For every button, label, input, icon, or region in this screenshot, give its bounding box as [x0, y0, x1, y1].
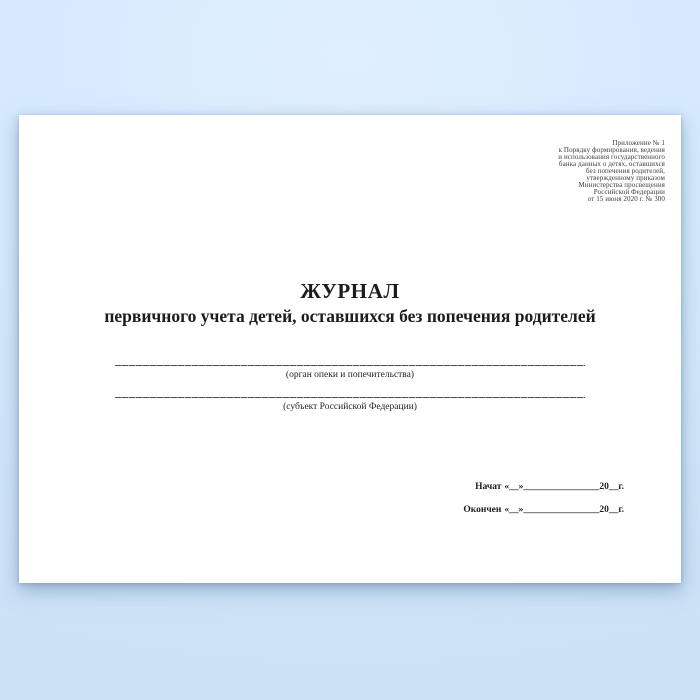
field-guardianship-authority	[115, 365, 585, 381]
field-russian-federation-subject	[115, 397, 585, 413]
appendix-note-line: к Порядку формирования, ведения	[558, 146, 665, 154]
field-caption: (субъект Российской Федерации)	[283, 402, 417, 412]
date-finished-label: Окончен	[463, 505, 502, 515]
date-finished-row	[463, 504, 624, 516]
appendix-note-line: Приложение № 1	[612, 139, 665, 147]
journal-subtitle: первичного учета детей, оставшихся без попечения родителей	[104, 306, 596, 326]
date-finished-blanks: «__»________________20__г.	[504, 505, 624, 515]
appendix-note-line: и использования государственного	[558, 153, 665, 161]
date-started-row	[463, 481, 624, 493]
journal-title: ЖУРНАЛ	[300, 279, 400, 303]
journal-date-block	[463, 481, 624, 516]
appendix-note-line: банка данных о детях, оставшихся	[558, 160, 665, 168]
appendix-note-line: Российской Федерации	[593, 188, 665, 196]
date-started-blanks: «__»________________20__г.	[504, 482, 624, 492]
appendix-note-line: утвержденному приказом	[586, 174, 665, 182]
appendix-note-line: без попечения родителей,	[586, 167, 665, 175]
date-started-label: Начат	[475, 482, 502, 492]
appendix-note	[558, 140, 665, 203]
appendix-note-line: от 15 июня 2020 г. № 300	[587, 195, 665, 203]
field-caption: (орган опеки и попечительства)	[285, 370, 415, 380]
appendix-note-line: Министерства просвещения	[578, 181, 665, 189]
journal-cover-page	[19, 115, 681, 583]
